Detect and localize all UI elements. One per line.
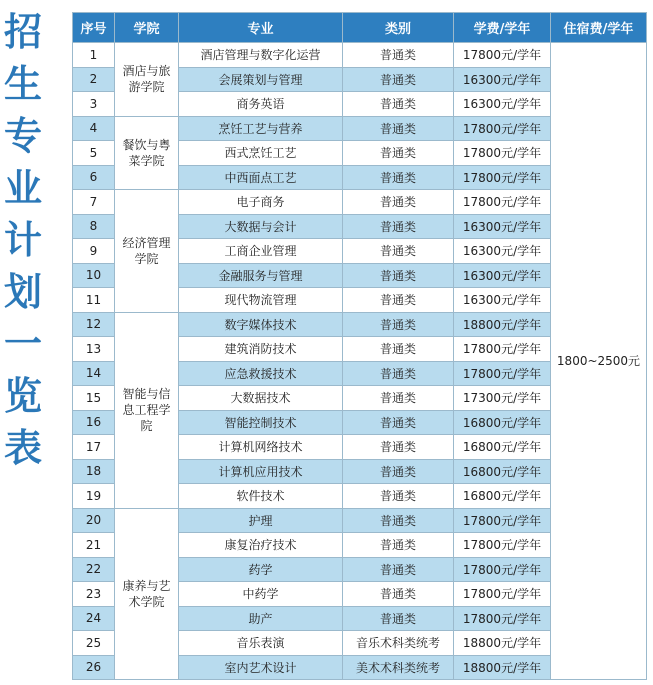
row-num: 13 [73, 337, 115, 362]
row-major: 电子商务 [179, 190, 343, 215]
row-category: 普通类 [343, 582, 454, 607]
school-cell: 康养与艺术学院 [115, 508, 179, 680]
school-cell: 酒店与旅游学院 [115, 43, 179, 117]
row-fee: 18800元/学年 [454, 631, 551, 656]
row-category: 普通类 [343, 410, 454, 435]
row-category: 普通类 [343, 361, 454, 386]
row-category: 普通类 [343, 263, 454, 288]
header-dorm: 住宿费/学年 [551, 13, 647, 43]
row-num: 10 [73, 263, 115, 288]
header-fee: 学费/学年 [454, 13, 551, 43]
title-char: 计 [3, 218, 42, 262]
row-fee: 16800元/学年 [454, 459, 551, 484]
row-major: 大数据技术 [179, 386, 343, 411]
school-cell: 餐饮与粤菜学院 [115, 116, 179, 190]
row-num: 1 [73, 43, 115, 68]
row-category: 普通类 [343, 116, 454, 141]
row-category: 普通类 [343, 43, 454, 68]
row-major: 会展策划与管理 [179, 67, 343, 92]
row-fee: 18800元/学年 [454, 655, 551, 680]
row-major: 西式烹饪工艺 [179, 141, 343, 166]
title-char: 一 [3, 322, 42, 366]
row-major: 数字媒体技术 [179, 312, 343, 337]
row-num: 2 [73, 67, 115, 92]
title-char: 划 [3, 270, 42, 314]
row-category: 普通类 [343, 435, 454, 460]
row-num: 7 [73, 190, 115, 215]
row-major: 现代物流管理 [179, 288, 343, 313]
row-major: 大数据与会计 [179, 214, 343, 239]
row-fee: 16800元/学年 [454, 435, 551, 460]
enrollment-table [72, 12, 647, 680]
row-category: 普通类 [343, 165, 454, 190]
row-num: 24 [73, 606, 115, 631]
row-num: 14 [73, 361, 115, 386]
row-fee: 17800元/学年 [454, 508, 551, 533]
row-fee: 17800元/学年 [454, 606, 551, 631]
header-school: 学院 [115, 13, 179, 43]
row-category: 普通类 [343, 386, 454, 411]
row-major: 音乐表演 [179, 631, 343, 656]
row-major: 烹饪工艺与营养 [179, 116, 343, 141]
row-num: 16 [73, 410, 115, 435]
row-fee: 16300元/学年 [454, 263, 551, 288]
row-major: 护理 [179, 508, 343, 533]
row-major: 工商企业管理 [179, 239, 343, 264]
row-fee: 17800元/学年 [454, 533, 551, 558]
header-row [73, 13, 647, 43]
title-char: 业 [3, 166, 42, 210]
row-category: 普通类 [343, 606, 454, 631]
row-num: 18 [73, 459, 115, 484]
title-char: 招 [3, 10, 42, 54]
row-num: 3 [73, 92, 115, 117]
row-major: 金融服务与管理 [179, 263, 343, 288]
row-fee: 17800元/学年 [454, 557, 551, 582]
header-category: 类别 [343, 13, 454, 43]
vertical-title [0, 6, 46, 474]
row-category: 普通类 [343, 557, 454, 582]
row-major: 室内艺术设计 [179, 655, 343, 680]
row-category: 普通类 [343, 67, 454, 92]
row-fee: 16300元/学年 [454, 92, 551, 117]
row-category: 普通类 [343, 141, 454, 166]
school-cell: 智能与信息工程学院 [115, 312, 179, 508]
title-char: 览 [3, 374, 42, 418]
row-category: 普通类 [343, 214, 454, 239]
row-num: 11 [73, 288, 115, 313]
row-category: 普通类 [343, 288, 454, 313]
row-fee: 16800元/学年 [454, 410, 551, 435]
title-char: 生 [3, 62, 42, 106]
row-category: 普通类 [343, 92, 454, 117]
row-category: 普通类 [343, 312, 454, 337]
school-cell: 经济管理学院 [115, 190, 179, 313]
row-major: 酒店管理与数字化运营 [179, 43, 343, 68]
row-fee: 17800元/学年 [454, 582, 551, 607]
row-major: 康复治疗技术 [179, 533, 343, 558]
row-category: 普通类 [343, 508, 454, 533]
dorm-fee-cell: 1800~2500元 [551, 43, 647, 680]
row-major: 助产 [179, 606, 343, 631]
row-fee: 16300元/学年 [454, 288, 551, 313]
row-fee: 16800元/学年 [454, 484, 551, 509]
header-major: 专业 [179, 13, 343, 43]
row-fee: 17800元/学年 [454, 165, 551, 190]
row-num: 20 [73, 508, 115, 533]
table-row [73, 43, 647, 68]
row-category: 普通类 [343, 239, 454, 264]
row-num: 26 [73, 655, 115, 680]
row-category: 普通类 [343, 337, 454, 362]
row-category: 美术术科类统考 [343, 655, 454, 680]
row-fee: 17800元/学年 [454, 43, 551, 68]
row-major: 建筑消防技术 [179, 337, 343, 362]
row-num: 8 [73, 214, 115, 239]
row-major: 软件技术 [179, 484, 343, 509]
row-num: 17 [73, 435, 115, 460]
row-num: 12 [73, 312, 115, 337]
row-num: 15 [73, 386, 115, 411]
row-num: 5 [73, 141, 115, 166]
row-major: 药学 [179, 557, 343, 582]
row-num: 9 [73, 239, 115, 264]
row-major: 商务英语 [179, 92, 343, 117]
row-num: 6 [73, 165, 115, 190]
row-category: 音乐术科类统考 [343, 631, 454, 656]
header-num: 序号 [73, 13, 115, 43]
row-num: 19 [73, 484, 115, 509]
row-category: 普通类 [343, 484, 454, 509]
row-major: 中西面点工艺 [179, 165, 343, 190]
row-major: 计算机应用技术 [179, 459, 343, 484]
row-major: 智能控制技术 [179, 410, 343, 435]
row-major: 计算机网络技术 [179, 435, 343, 460]
row-num: 25 [73, 631, 115, 656]
row-fee: 17800元/学年 [454, 116, 551, 141]
row-num: 23 [73, 582, 115, 607]
row-fee: 16300元/学年 [454, 239, 551, 264]
row-fee: 17800元/学年 [454, 141, 551, 166]
row-fee: 16300元/学年 [454, 214, 551, 239]
row-major: 应急救援技术 [179, 361, 343, 386]
row-fee: 17800元/学年 [454, 190, 551, 215]
row-fee: 18800元/学年 [454, 312, 551, 337]
title-char: 表 [3, 426, 42, 470]
row-category: 普通类 [343, 459, 454, 484]
row-major: 中药学 [179, 582, 343, 607]
row-fee: 16300元/学年 [454, 67, 551, 92]
row-num: 21 [73, 533, 115, 558]
row-fee: 17300元/学年 [454, 386, 551, 411]
row-fee: 17800元/学年 [454, 361, 551, 386]
row-num: 4 [73, 116, 115, 141]
row-fee: 17800元/学年 [454, 337, 551, 362]
row-num: 22 [73, 557, 115, 582]
row-category: 普通类 [343, 533, 454, 558]
title-char: 专 [3, 114, 42, 158]
row-category: 普通类 [343, 190, 454, 215]
